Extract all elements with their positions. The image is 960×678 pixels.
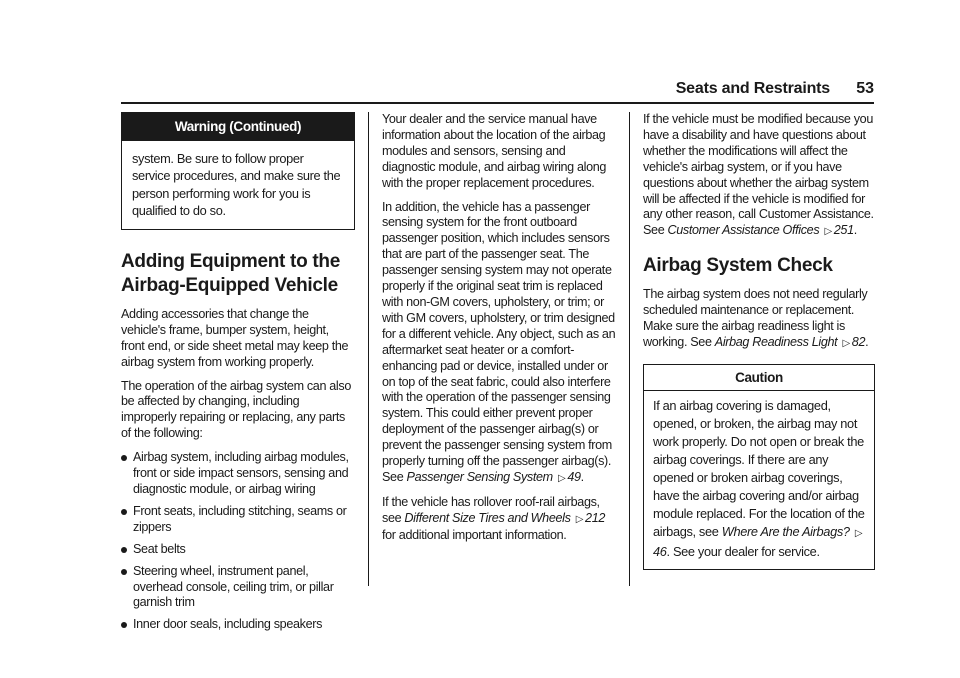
paragraph: In addition, the vehicle has a passenger sensing system for the front outboard passenger position, which includes sensors that are part of the passenger seat. The passenger sensing system may not operate properly if the original seat trim is replaced with non-GM covers, upholstery, or trim; or with GM covers, upholstery, or trim designed for a different vehicle. Any object, such as an aftermarket seat heater or a comfort-enhancing pad or device, installed under or on top of the seat fabric, could also interfere with the operation of the passenger sensing system. This could either prevent proper deployment of the passenger airbag(s) or prevent the passenger sensing system from properly turning off the passenger airbag(s). See Passenger Sensing System ▷ 49. [382,200,616,487]
column-1 [121,112,355,641]
caution-box [643,364,875,570]
page-reference-arrow-icon: ▷ [575,513,584,525]
cross-reference-link[interactable]: Different Size Tires and Wheels [404,510,571,525]
column-divider [368,112,369,586]
bullet-dot-icon [121,569,127,575]
paragraph: Adding accessories that change the vehicle's frame, bumper system, height, front end, or side sheet metal may keep the airbag system from working properly. [121,306,349,369]
paragraph: If the vehicle has rollover roof-rail airbags, see Different Size Tires and Wheels ▷ 212 for additional important information. [382,494,606,542]
cross-reference-page[interactable]: 212 [585,510,606,525]
cross-reference-page[interactable]: 251 [833,223,854,238]
bullet-dot-icon [121,455,127,461]
section-heading: Adding Equipment to the Airbag-Equipped Vehicle [121,250,340,296]
list-item-text: Seat belts [133,541,186,556]
column-3 [643,112,875,570]
page-header [121,80,874,104]
warning-title: Warning (Continued) [122,113,354,141]
list-item [121,617,355,633]
cross-reference-link[interactable]: Customer Assistance Offices [667,223,820,238]
cross-reference-page[interactable]: 49 [567,469,581,484]
section-title: Seats and Restraints [675,80,830,97]
list-item [121,450,355,498]
bullet-dot-icon [121,547,127,553]
column-divider [629,112,630,586]
caution-title: Caution [644,365,874,391]
warning-body: system. Be sure to follow proper service procedures, and make sure the person performing work for you is qualified to do so. [132,150,341,219]
cross-reference-link[interactable]: Where Are the Airbags? [721,523,850,539]
section-heading: Airbag System Check [643,255,833,277]
list-item-text: Airbag system, including airbag modules, front or side impact sensors, sensing and diagnostic module, or airbag wiring [133,450,349,496]
paragraph: The operation of the airbag system can also be affected by changing, including improperly repairing or replacing, any parts of the following: [121,378,351,441]
cross-reference-link[interactable]: Airbag Readiness Light [714,334,838,349]
cross-reference-page[interactable]: 82 [851,334,866,349]
page-reference-arrow-icon: ▷ [824,226,832,238]
cross-reference-link[interactable]: Passenger Sensing System [406,469,553,484]
paragraph: Your dealer and the service manual have information about the location of the airbag modules and sensors, sensing and diagnostic module, and airbag wiring along with the proper replacement procedures. [382,112,607,190]
list-item [121,504,355,536]
page-reference-arrow-icon: ▷ [557,472,566,484]
list-item-text: Inner door seals, including speakers [133,617,323,632]
list-item [121,564,355,612]
bullet-dot-icon [121,509,127,515]
page-reference-arrow-icon: ▷ [842,337,850,349]
column-2 [382,112,616,552]
paragraph: The airbag system does not need regularly scheduled maintenance or replacement. Make sure the airbag readiness light is working. See Airbag Readiness Light ▷ 82. [643,287,875,352]
list-item [121,542,355,558]
cross-reference-page[interactable]: 46 [653,543,667,559]
caution-body: If an airbag covering is damaged, opened, or broken, the airbag may not work properly. Do not open or break the airbag coverings. If there are any opened or broken airbag coverings, have the airbag covering and/or airbag module replaced. For the location of the airbags, see Where Are the Airbags? ▷46. See your dealer for service. [653,397,865,559]
bullet-list [121,450,355,633]
page-number: 53 [856,80,874,97]
list-item-text: Front seats, including stitching, seams or zippers [133,503,347,534]
bullet-dot-icon [121,622,127,628]
warning-box [121,112,355,230]
paragraph: If the vehicle must be modified because you have a disability and have questions about whether the modifications will affect the vehicle's airbag system, or if you have questions about whether the airbag system will be affected if the vehicle is modified for any other reason, call Customer Assistance. See Customer Assistance Offices ▷ 251. [643,112,875,240]
page-reference-arrow-icon: ▷ [854,527,863,539]
list-item-text: Steering wheel, instrument panel, overhead console, ceiling trim, or pillar garnish trim [133,563,334,610]
